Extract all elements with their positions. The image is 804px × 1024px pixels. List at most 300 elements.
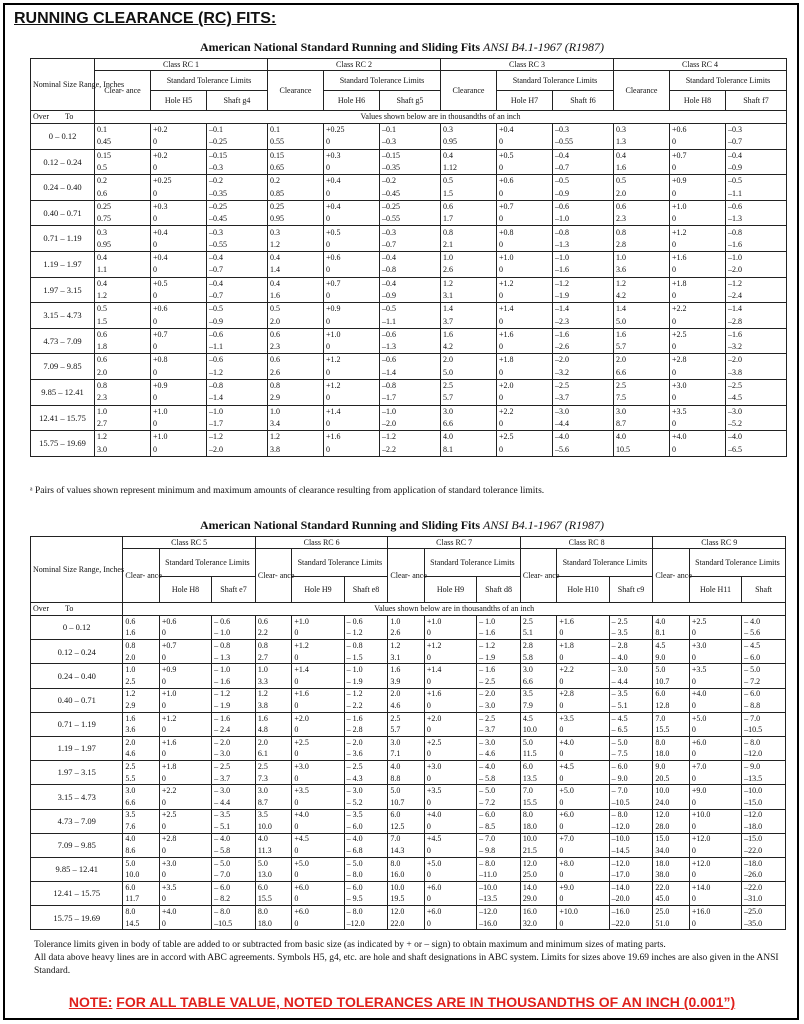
table-cell: –1.3 <box>380 341 441 354</box>
table-cell: +4.0 <box>424 809 476 821</box>
table-cell: 0.55 <box>268 136 324 149</box>
table-cell: 2.6 <box>441 264 497 277</box>
table-cell: +1.8 <box>159 761 211 773</box>
table-cell: 1.6 <box>255 712 291 724</box>
table-cell: +0.3 <box>324 149 380 162</box>
hole-header: Hole H9 <box>292 577 344 603</box>
page-heading: RUNNING CLEARANCE (RC) FITS: <box>14 10 277 27</box>
table-cell: –0.7 <box>553 162 614 175</box>
table-cell: 15.0 <box>653 833 689 845</box>
table-cell: 3.1 <box>441 290 497 303</box>
table-cell: 1.4 <box>614 303 670 316</box>
table-cell: +0.2 <box>151 149 207 162</box>
table-cell: –1.0 <box>553 213 614 226</box>
table-cell: +3.0 <box>424 761 476 773</box>
table-cell: –0.35 <box>380 162 441 175</box>
table-cell: 2.5 <box>123 676 159 688</box>
table-cell: 2.0 <box>388 688 424 700</box>
table-cell: 14.5 <box>123 918 159 930</box>
table-cell: –0.15 <box>380 149 441 162</box>
table-cell: 0 <box>670 239 726 252</box>
table-cell: 3.4 <box>268 418 324 431</box>
table-cell: 0 <box>324 162 380 175</box>
table-cell: 0.8 <box>95 379 151 392</box>
table-cell: –0.4 <box>726 149 787 162</box>
table-cell: 0 <box>424 773 476 785</box>
table-cell: –0.3 <box>553 124 614 137</box>
class-header: Class RC 4 <box>614 59 787 71</box>
table-cell: 5.0 <box>255 857 291 869</box>
table-cell: –16.0 <box>477 918 521 930</box>
table-cell: – 2.5 <box>344 761 388 773</box>
table-cell: –0.1 <box>207 124 268 137</box>
table-cell: – 4.0 <box>212 833 256 845</box>
table-cell: 12.5 <box>388 821 424 833</box>
table-cell: +2.2 <box>497 405 553 418</box>
table-cell: +4.0 <box>292 809 344 821</box>
table-cell: – 3.5 <box>609 628 653 640</box>
table-cell: 4.0 <box>255 833 291 845</box>
table-cell: 0 <box>557 700 609 712</box>
table-cell: –17.0 <box>609 869 653 881</box>
table-cell: 0.65 <box>268 162 324 175</box>
table-cell: 28.0 <box>653 821 689 833</box>
table-cell: 21.5 <box>520 845 556 857</box>
table-cell: 0.4 <box>95 251 151 264</box>
table-cell: –0.7 <box>726 136 787 149</box>
table-cell: – 5.1 <box>212 821 256 833</box>
table-cell: 18.0 <box>653 749 689 761</box>
table-cell: – 7.2 <box>742 676 786 688</box>
table-cell: –1.2 <box>553 277 614 290</box>
table-cell: 1.2 <box>95 290 151 303</box>
table-cell: 0 <box>159 918 211 930</box>
table-cell: 0.5 <box>95 162 151 175</box>
table-cell: +1.6 <box>424 688 476 700</box>
table-cell: 1.2 <box>614 277 670 290</box>
table-cell: – 7.5 <box>609 749 653 761</box>
table-cell: +2.5 <box>689 616 741 628</box>
class-header: Class RC 6 <box>255 537 388 549</box>
table-cell: 0.4 <box>441 149 497 162</box>
hole-header: Hole H9 <box>424 577 476 603</box>
table-cell: 51.0 <box>653 918 689 930</box>
table-cell: +1.2 <box>497 277 553 290</box>
table-cell: –14.0 <box>609 882 653 894</box>
size-range: 15.75 – 19.69 <box>31 431 95 457</box>
table-cell: 0 <box>159 869 211 881</box>
table-cell: +4.5 <box>292 833 344 845</box>
table-cell: +0.5 <box>151 277 207 290</box>
table-cell: 7.6 <box>123 821 159 833</box>
std-tolerance-header: Standard Tolerance Limits <box>292 549 388 577</box>
table-cell: +1.8 <box>497 354 553 367</box>
table-cell: 3.5 <box>520 688 556 700</box>
std-tolerance-header: Standard Tolerance Limits <box>424 549 520 577</box>
table-cell: 0 <box>689 797 741 809</box>
table-cell: 4.0 <box>653 616 689 628</box>
table-cell: 0 <box>292 845 344 857</box>
table-cell: 0 <box>670 136 726 149</box>
size-range: 7.09 – 9.85 <box>31 833 123 857</box>
table-cell: 12.0 <box>388 906 424 918</box>
table-cell: –2.0 <box>726 264 787 277</box>
table-cell: 0.3 <box>614 124 670 137</box>
class-header: Class RC 1 <box>95 59 268 71</box>
table-cell: 8.8 <box>388 773 424 785</box>
table-cell: 0 <box>689 749 741 761</box>
table-cell: 4.0 <box>388 761 424 773</box>
table-cell: 0.8 <box>123 640 159 652</box>
table-cell: +16.0 <box>689 906 741 918</box>
class-header: Class RC 9 <box>653 537 786 549</box>
table-cell: 3.8 <box>268 443 324 456</box>
table-cell: 3.0 <box>520 664 556 676</box>
table-cell: 0 <box>670 341 726 354</box>
table-cell: 0 <box>159 821 211 833</box>
table-cell: –26.0 <box>742 869 786 881</box>
table-cell: – 3.7 <box>477 724 521 736</box>
table-cell: – 9.0 <box>742 761 786 773</box>
table-cell: 2.0 <box>614 187 670 200</box>
table-cell: –0.45 <box>207 213 268 226</box>
table-cell: 3.1 <box>388 652 424 664</box>
table-cell: +2.2 <box>159 785 211 797</box>
table-cell: +2.5 <box>292 736 344 748</box>
table-cell: +10.0 <box>689 809 741 821</box>
size-range: 0.71 – 1.19 <box>31 226 95 252</box>
table-cell: –1.9 <box>553 290 614 303</box>
table-cell: –25.0 <box>742 906 786 918</box>
table-cell: 2.5 <box>123 761 159 773</box>
table-cell: 4.6 <box>123 749 159 761</box>
table-cell: +3.5 <box>292 785 344 797</box>
table-cell: 1.7 <box>441 213 497 226</box>
table-cell: 0 <box>670 443 726 456</box>
shaft-header: Shaft e8 <box>344 577 388 603</box>
table-cell: – 2.5 <box>477 712 521 724</box>
table-cell: 0 <box>557 918 609 930</box>
table-cell: –1.4 <box>207 392 268 405</box>
table-cell: 2.5 <box>388 712 424 724</box>
table-cell: 0 <box>151 443 207 456</box>
table-cell: 0.6 <box>95 354 151 367</box>
table-cell: –22.0 <box>742 845 786 857</box>
table-cell: –3.7 <box>553 392 614 405</box>
table2-footnote-2: All data above heavy lines are in accord with ABC agreements. Symbols H5, g4, etc. are hole and shaft designations in ABC system. Limits for sizes above 19.69 inches are also given in the ANSI Standard. <box>34 952 779 976</box>
table-cell: – 1.9 <box>212 700 256 712</box>
table-cell: +5.0 <box>424 857 476 869</box>
table-cell: 18.0 <box>255 918 291 930</box>
table-cell: 8.7 <box>614 418 670 431</box>
table-cell: 6.0 <box>653 688 689 700</box>
table-cell: – 7.2 <box>477 797 521 809</box>
table-cell: 0.5 <box>268 303 324 316</box>
table-cell: – 2.5 <box>477 676 521 688</box>
table-cell: –1.6 <box>726 239 787 252</box>
table-cell: +1.0 <box>151 431 207 444</box>
table-cell: +14.0 <box>689 882 741 894</box>
table-cell: – 3.5 <box>212 809 256 821</box>
size-range: 9.85 – 12.41 <box>31 857 123 881</box>
table-cell: 0.4 <box>268 251 324 264</box>
table-cell: 7.5 <box>614 392 670 405</box>
table-cell: 2.3 <box>614 213 670 226</box>
table-cell: –0.1 <box>380 124 441 137</box>
table-cell: –0.2 <box>380 175 441 188</box>
table-cell: 0 <box>689 773 741 785</box>
table-cell: 16.0 <box>388 869 424 881</box>
table-cell: +1.4 <box>424 664 476 676</box>
table-cell: 29.0 <box>520 894 556 906</box>
table-cell: – 8.8 <box>742 700 786 712</box>
table-cell: – 4.4 <box>212 797 256 809</box>
table-cell: 3.0 <box>614 405 670 418</box>
size-range: 7.09 – 9.85 <box>31 354 95 380</box>
table-cell: +1.2 <box>324 379 380 392</box>
table-cell: – 3.7 <box>212 773 256 785</box>
table-cell: 0.5 <box>95 303 151 316</box>
table-cell: 2.9 <box>123 700 159 712</box>
table-cell: 2.5 <box>441 379 497 392</box>
table-cell: 1.6 <box>388 664 424 676</box>
table-cell: 0 <box>689 700 741 712</box>
table-cell: 0.6 <box>95 187 151 200</box>
table-cell: –1.2 <box>726 277 787 290</box>
table-cell: –4.0 <box>726 431 787 444</box>
table-cell: 0 <box>497 162 553 175</box>
table-cell: –0.4 <box>207 251 268 264</box>
table-cell: 5.7 <box>614 341 670 354</box>
table-cell: 0 <box>424 894 476 906</box>
size-range: 0.12 – 0.24 <box>31 149 95 175</box>
table-cell: 10.0 <box>123 869 159 881</box>
table-cell: +1.0 <box>670 200 726 213</box>
table-cell: 1.3 <box>614 136 670 149</box>
table-cell: – 9.5 <box>344 894 388 906</box>
table-cell: –2.4 <box>726 290 787 303</box>
table-cell: +1.0 <box>424 616 476 628</box>
table-cell: +1.2 <box>159 712 211 724</box>
table-cell: –10.5 <box>609 797 653 809</box>
table-cell: +0.9 <box>159 664 211 676</box>
table-cell: 5.8 <box>520 652 556 664</box>
table-cell: – 5.0 <box>742 664 786 676</box>
table-cell: 10.0 <box>653 785 689 797</box>
table-cell: 0 <box>670 213 726 226</box>
table-cell: 2.5 <box>255 761 291 773</box>
table-cell: –1.6 <box>553 328 614 341</box>
table-cell: 0 <box>324 367 380 380</box>
table-cell: 0.8 <box>255 640 291 652</box>
table-cell: –16.0 <box>609 906 653 918</box>
table-cell: 0 <box>424 676 476 688</box>
table-cell: 0 <box>557 628 609 640</box>
table-cell: –0.6 <box>207 354 268 367</box>
table-cell: 3.5 <box>123 809 159 821</box>
table-cell: 0 <box>424 652 476 664</box>
table-cell: –5.6 <box>553 443 614 456</box>
table-cell: 0 <box>151 162 207 175</box>
size-range: 4.73 – 7.09 <box>31 328 95 354</box>
table-cell: +3.5 <box>670 405 726 418</box>
table-cell: 32.0 <box>520 918 556 930</box>
table-cell: 0 <box>424 845 476 857</box>
table-cell: – 1.2 <box>344 688 388 700</box>
table-cell: 4.8 <box>255 724 291 736</box>
table-cell: – 7.0 <box>742 712 786 724</box>
table-cell: – 5.2 <box>344 797 388 809</box>
table-cell: 3.6 <box>123 724 159 736</box>
table-cell: 22.0 <box>388 918 424 930</box>
table-cell: –0.7 <box>207 290 268 303</box>
table-cell: – 2.5 <box>609 616 653 628</box>
table-cell: –1.0 <box>726 251 787 264</box>
table-cell: – 8.0 <box>742 736 786 748</box>
size-range: 0.24 – 0.40 <box>31 175 95 201</box>
clearance-header: Clear- ance <box>123 549 159 603</box>
table-cell: –2.0 <box>380 418 441 431</box>
table-cell: 0 <box>324 392 380 405</box>
table-cell: 0 <box>497 136 553 149</box>
table-cell: +0.2 <box>151 124 207 137</box>
note-label: NOTE: <box>68 994 113 1010</box>
table-cell: 0.45 <box>95 136 151 149</box>
table-cell: –2.2 <box>380 443 441 456</box>
table-cell: 0 <box>151 418 207 431</box>
table-cell: – 6.0 <box>742 652 786 664</box>
table-cell: –20.0 <box>609 894 653 906</box>
table-cell: –10.0 <box>477 882 521 894</box>
table-cell: +2.8 <box>557 688 609 700</box>
table-cell: +1.6 <box>159 736 211 748</box>
table-cell: – 4.0 <box>344 833 388 845</box>
table-cell: +0.6 <box>159 616 211 628</box>
table-cell: +1.4 <box>324 405 380 418</box>
table-cell: 0 <box>557 894 609 906</box>
table-cell: +0.6 <box>670 124 726 137</box>
table-cell: – 3.0 <box>477 736 521 748</box>
table-cell: +6.0 <box>424 882 476 894</box>
table-cell: 1.0 <box>123 664 159 676</box>
table-cell: –0.8 <box>553 226 614 239</box>
table-cell: –0.6 <box>726 200 787 213</box>
table-cell: –1.6 <box>726 328 787 341</box>
table-cell: +6.0 <box>689 736 741 748</box>
table-cell: – 3.0 <box>609 664 653 676</box>
table-cell: – 2.8 <box>609 640 653 652</box>
table-cell: +3.0 <box>670 379 726 392</box>
table-cell: – 1.2 <box>344 628 388 640</box>
table-cell: –0.3 <box>207 162 268 175</box>
table-cell: 8.1 <box>441 443 497 456</box>
table2-footnote <box>34 939 782 977</box>
table-cell: 3.0 <box>95 443 151 456</box>
table-cell: 4.5 <box>520 712 556 724</box>
table-cell: –12.0 <box>609 857 653 869</box>
table-cell: +12.0 <box>689 857 741 869</box>
table-cell: 6.6 <box>123 797 159 809</box>
table-cell: –2.5 <box>553 379 614 392</box>
table-cell: +1.6 <box>292 688 344 700</box>
table-cell: 1.4 <box>268 264 324 277</box>
table-cell: 10.7 <box>388 797 424 809</box>
table-cell: 12.8 <box>653 700 689 712</box>
table-cell: –2.6 <box>553 341 614 354</box>
table-cell: 0.95 <box>95 239 151 252</box>
table-cell: +0.4 <box>497 124 553 137</box>
table-cell: 0 <box>497 315 553 328</box>
table-cell: 0 <box>159 894 211 906</box>
table-cell: +1.2 <box>292 640 344 652</box>
table-cell: 0 <box>689 652 741 664</box>
shaft-header: Shaft c9 <box>609 577 653 603</box>
table-cell: –10.0 <box>742 785 786 797</box>
std-tolerance-header: Standard Tolerance Limits <box>689 549 785 577</box>
table-cell: 0.15 <box>95 149 151 162</box>
table-cell: – 1.6 <box>477 664 521 676</box>
table-cell: +3.0 <box>689 640 741 652</box>
table-cell: +0.6 <box>324 251 380 264</box>
table-cell: – 8.0 <box>609 809 653 821</box>
table-cell: – 3.5 <box>609 688 653 700</box>
table-cell: 1.0 <box>95 405 151 418</box>
table-cell: 3.7 <box>441 315 497 328</box>
table-cell: 45.0 <box>653 894 689 906</box>
table-cell: +2.8 <box>159 833 211 845</box>
table-cell: 22.0 <box>653 882 689 894</box>
table-cell: +0.6 <box>151 303 207 316</box>
table-cell: –10.5 <box>212 918 256 930</box>
table-cell: 0.15 <box>268 149 324 162</box>
table-cell: –0.9 <box>207 315 268 328</box>
table-cell: +1.0 <box>159 688 211 700</box>
table-cell: –1.6 <box>553 264 614 277</box>
table-cell: –1.7 <box>380 392 441 405</box>
table-cell: 5.0 <box>441 367 497 380</box>
over-label: Over <box>33 112 49 121</box>
nominal-size-header: Nominal Size Range, Inches <box>31 537 123 603</box>
std-tolerance-header: Standard Tolerance Limits <box>497 71 614 91</box>
table-cell: 0 <box>670 392 726 405</box>
table-cell: 5.0 <box>123 857 159 869</box>
table-cell: – 6.5 <box>609 724 653 736</box>
table-cell: –0.8 <box>380 379 441 392</box>
table-cell: 0 <box>292 652 344 664</box>
size-range: 0 – 0.12 <box>31 124 95 150</box>
table-cell: 0 <box>557 676 609 688</box>
table-cell: 0 <box>689 676 741 688</box>
table-cell: – 0.6 <box>212 616 256 628</box>
table-cell: 1.2 <box>255 688 291 700</box>
size-range: 12.41 – 15.75 <box>31 882 123 906</box>
table-cell: 0 <box>557 652 609 664</box>
table-cell: 3.0 <box>441 405 497 418</box>
table-cell: – 8.2 <box>212 894 256 906</box>
table-cell: +6.0 <box>557 809 609 821</box>
table-cell: +2.5 <box>670 328 726 341</box>
table-cell: 20.5 <box>653 773 689 785</box>
table-cell: 0 <box>151 264 207 277</box>
table-cell: 2.8 <box>614 239 670 252</box>
size-range: 15.75 – 19.69 <box>31 906 123 930</box>
table-cell: +1.6 <box>324 431 380 444</box>
table-cell: –1.0 <box>207 405 268 418</box>
table-cell: 0 <box>557 869 609 881</box>
table-cell: 3.8 <box>255 700 291 712</box>
clearance-header: Clear- ance <box>255 549 291 603</box>
table-cell: – 0.8 <box>344 640 388 652</box>
